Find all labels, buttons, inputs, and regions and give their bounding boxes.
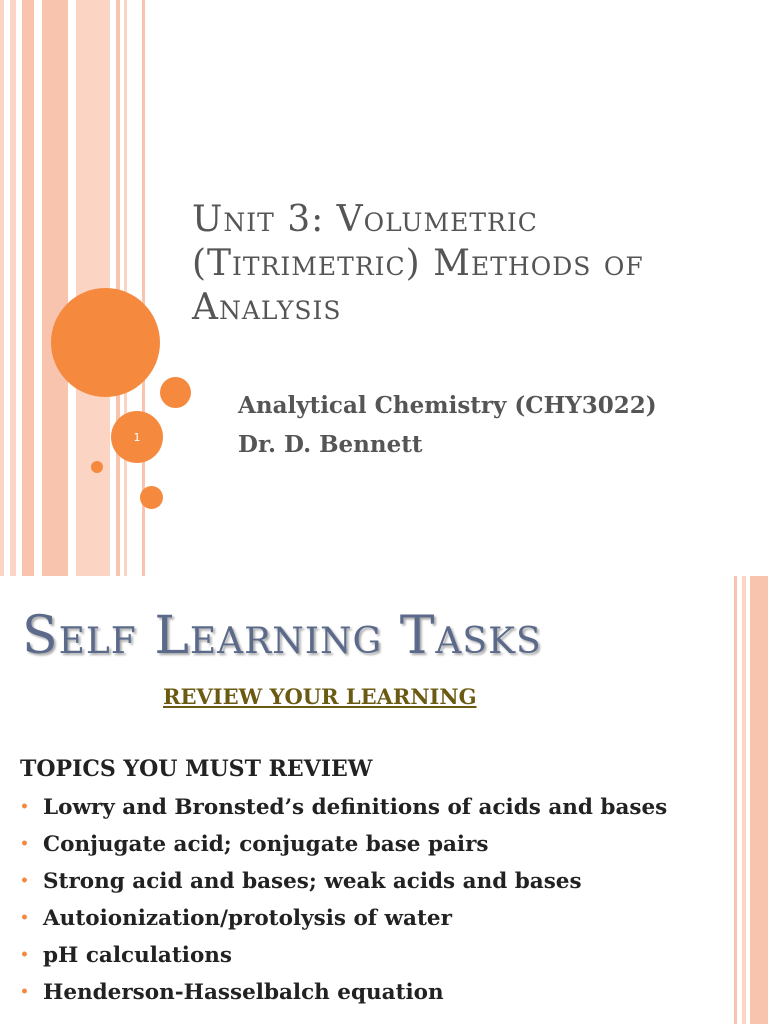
bullet-icon: • (20, 873, 29, 889)
slide-title-line: (Titrimetric) Methods of (192, 243, 644, 284)
list-item: • Conjugate acid; conjugate base pairs (20, 832, 489, 857)
review-heading: REVIEW YOUR LEARNING (163, 684, 477, 709)
decorative-stripe (124, 0, 127, 576)
topics-heading: TOPICS YOU MUST REVIEW (20, 756, 373, 782)
list-item: • Strong acid and bases; weak acids and bases (20, 869, 582, 894)
list-item: • Henderson-Hasselbalch equation (20, 980, 444, 1005)
decorative-stripe (22, 0, 34, 576)
bullet-icon: • (20, 947, 29, 963)
decorative-stripe (0, 0, 4, 576)
slide-title (192, 198, 752, 330)
list-item: • pH calculations (20, 943, 233, 968)
decorative-circle-small (91, 461, 103, 473)
decorative-stripe (750, 576, 768, 1024)
decorative-stripe (742, 576, 746, 1024)
slide-title: Self Learning Tasks (22, 606, 542, 666)
bullet-icon: • (20, 799, 29, 815)
decorative-circle-large (51, 288, 160, 397)
bullet-icon: • (20, 984, 29, 1000)
course-name: Analytical Chemistry (CHY3022) (238, 392, 657, 419)
slide-title-line: Unit 3: Volumetric (192, 199, 538, 240)
list-item: • Lowry and Bronsted’s definitions of acids and bases (20, 795, 668, 820)
bullet-icon: • (20, 910, 29, 926)
decorative-circle (160, 377, 191, 408)
slide-title-line: Analysis (192, 287, 342, 328)
decorative-circle (140, 486, 163, 509)
author-name: Dr. D. Bennett (238, 431, 423, 458)
topic-list (20, 793, 720, 1015)
bullet-icon: • (20, 836, 29, 852)
slide-number: 1 (133, 430, 141, 444)
list-item: • Autoionization/protolysis of water (20, 906, 452, 931)
decorative-stripe (734, 576, 737, 1024)
decorative-stripe (116, 0, 120, 576)
decorative-stripe (10, 0, 16, 576)
decorative-stripe (42, 0, 68, 576)
